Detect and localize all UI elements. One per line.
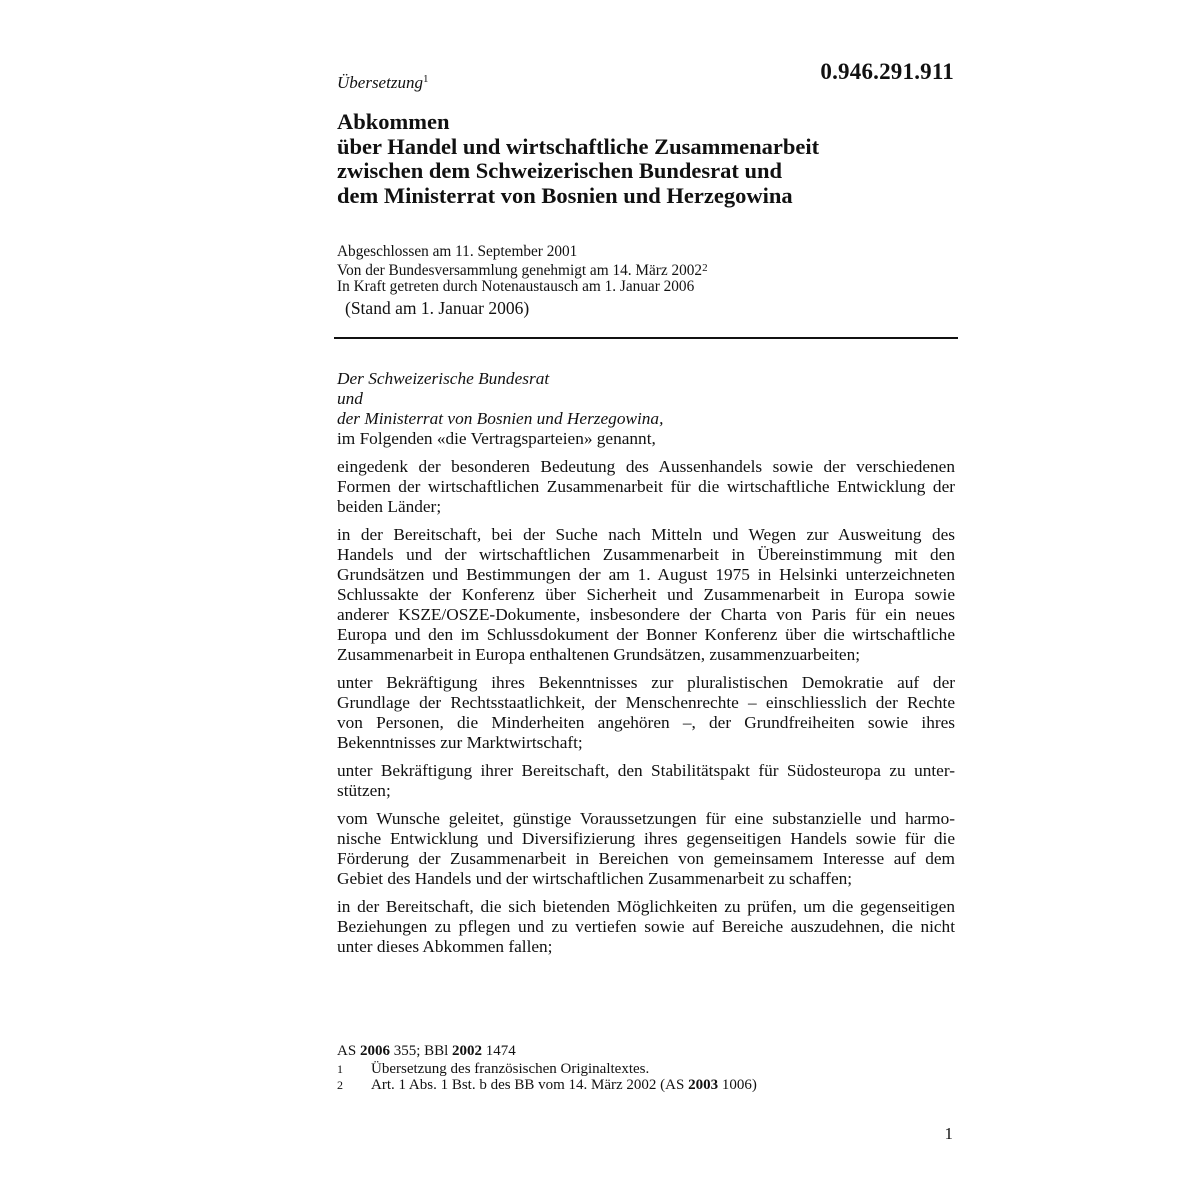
text-line: in der Bereitschaft, bei der Suche nach Mitteln und Wegen zur Ausweitung des [337, 525, 955, 544]
preamble-paragraph [337, 761, 955, 801]
title-line: dem Ministerrat von Bosnien und Herzegowina [337, 182, 793, 208]
preamble-paragraph [337, 457, 955, 517]
preamble-paragraph [337, 809, 955, 889]
text-line: stützen; [337, 781, 391, 800]
footnote-2 [337, 1077, 957, 1093]
parties-designation: im Folgenden «die Vertragsparteien» genannt, [337, 429, 656, 448]
translation-label-text: Übersetzung [337, 73, 423, 92]
text-line: Formen der wirtschaftlichen Zusammenarbeit für die wirtschaftliche Entwicklung der [337, 477, 955, 496]
footnote-1 [337, 1061, 957, 1077]
text-line: in der Bereitschaft, die sich bietenden Möglichkeiten zu prüfen, um die gegenseitigen [337, 897, 955, 916]
status-date: (Stand am 1. Januar 2006) [345, 298, 530, 318]
document-metadata [337, 244, 957, 295]
parties-block [337, 369, 955, 449]
preamble-paragraph [337, 525, 955, 665]
text-line: Gebiet des Handels und der wirtschaftlichen Zusammenarbeit zu schaffen; [337, 869, 853, 888]
preamble [337, 369, 955, 957]
footnote-text: Übersetzung des französischen Originaltextes. [371, 1061, 650, 1077]
footnote-as-year: 2003 [688, 1077, 719, 1093]
translation-label [337, 73, 428, 93]
text-line: von Personen, die Minderheiten angehören –, der Grundfreiheiten sowie ihres [337, 713, 955, 732]
footnote-ref-2[interactable]: 2 [702, 262, 708, 274]
footnote-text-prefix: Art. 1 Abs. 1 Bst. b des BB vom 14. März 2002 (AS [371, 1077, 689, 1093]
approval-date [337, 260, 957, 279]
text-line: Beziehungen zu pflegen und zu vertiefen sowie auf Bereiche auszudehnen, die nicht [337, 917, 955, 936]
source-mid: 355; BBl [389, 1043, 453, 1059]
source-suffix: 1474 [482, 1043, 516, 1059]
text-line: Grundlage der Rechtsstaatlichkeit, der Menschenrechte – einschliesslich der Rechte [337, 693, 955, 712]
page-number: 1 [944, 1124, 953, 1143]
header-divider [334, 337, 958, 339]
source-prefix: AS [337, 1043, 360, 1059]
text-line: nische Entwicklung und Diversifizierung ihres gegenseitigen Handels sowie für die [337, 829, 955, 848]
footnote-ref-1[interactable]: 1 [422, 73, 429, 85]
source-bbl-year: 2002 [452, 1043, 483, 1059]
title-line: Abkommen [337, 109, 450, 134]
text-line: Europa und den im Schlussdokument der Bonner Konferenz über die wirtschaftliche [337, 625, 955, 644]
text-line: beiden Länder; [337, 497, 442, 516]
sr-number: 0.946.291.911 [820, 59, 954, 84]
source-reference [337, 1043, 957, 1059]
text-line: anderer KSZE/OSZE-Dokumente, insbesondere der Charta von Paris für ein neues [337, 605, 955, 624]
in-force-date: In Kraft getreten durch Notenaustausch am 1. Januar 2006 [337, 278, 695, 295]
text-line: unter dieses Abkommen fallen; [337, 937, 553, 956]
footnote-number: 2 [337, 1078, 343, 1092]
text-line: unter Bekräftigung ihres Bekenntnisses zur pluralistischen Demokratie auf der [337, 673, 955, 692]
party-bosnia: der Ministerrat von Bosnien und Herzegowina, [337, 409, 664, 428]
party-conjunction: und [337, 389, 363, 408]
footnote-number: 1 [337, 1062, 343, 1076]
text-line: Bekenntnisses zur Marktwirtschaft; [337, 733, 583, 752]
text-line: eingedenk der besonderen Bedeutung des Aussenhandels sowie der verschiedenen [337, 457, 955, 476]
footnotes [337, 1043, 957, 1093]
approval-date-text: Von der Bundesversammlung genehmigt am 14. März 2002 [337, 262, 703, 279]
title-line: über Handel und wirtschaftliche Zusammenarbeit [337, 133, 820, 159]
document-title [337, 110, 977, 208]
text-line: Grundsätzen und Bestimmungen der am 1. August 1975 in Helsinki unterzeichneten [337, 565, 955, 584]
text-line: unter Bekräftigung ihrer Bereitschaft, den Stabilitätspakt für Südosteuropa zu unter- [337, 761, 955, 780]
concluded-date: Abgeschlossen am 11. September 2001 [337, 243, 578, 260]
footnote-text [371, 1077, 757, 1093]
text-line: Förderung der Zusammenarbeit in Bereichen von gemeinsamem Interesse auf dem [337, 849, 955, 868]
source-as-year: 2006 [359, 1043, 390, 1059]
text-line: Schlussakte der Konferenz über Sicherheit und Zusammenarbeit in Europa sowie [337, 585, 955, 604]
preamble-paragraph [337, 897, 955, 957]
text-line: Zusammenarbeit in Europa enthaltenen Grundsätzen, zusammenzuarbeiten; [337, 645, 861, 664]
text-line: vom Wunsche geleitet, günstige Voraussetzungen für eine substanzielle und harmo- [337, 809, 955, 828]
title-line: zwischen dem Schweizerischen Bundesrat und [337, 158, 783, 183]
footnote-text-suffix: 1006) [718, 1077, 757, 1093]
party-swiss: Der Schweizerische Bundesrat [337, 369, 550, 388]
preamble-paragraph [337, 673, 955, 753]
text-line: Handels und der wirtschaftlichen Zusammenarbeit in Übereinstimmung mit den [337, 545, 955, 564]
